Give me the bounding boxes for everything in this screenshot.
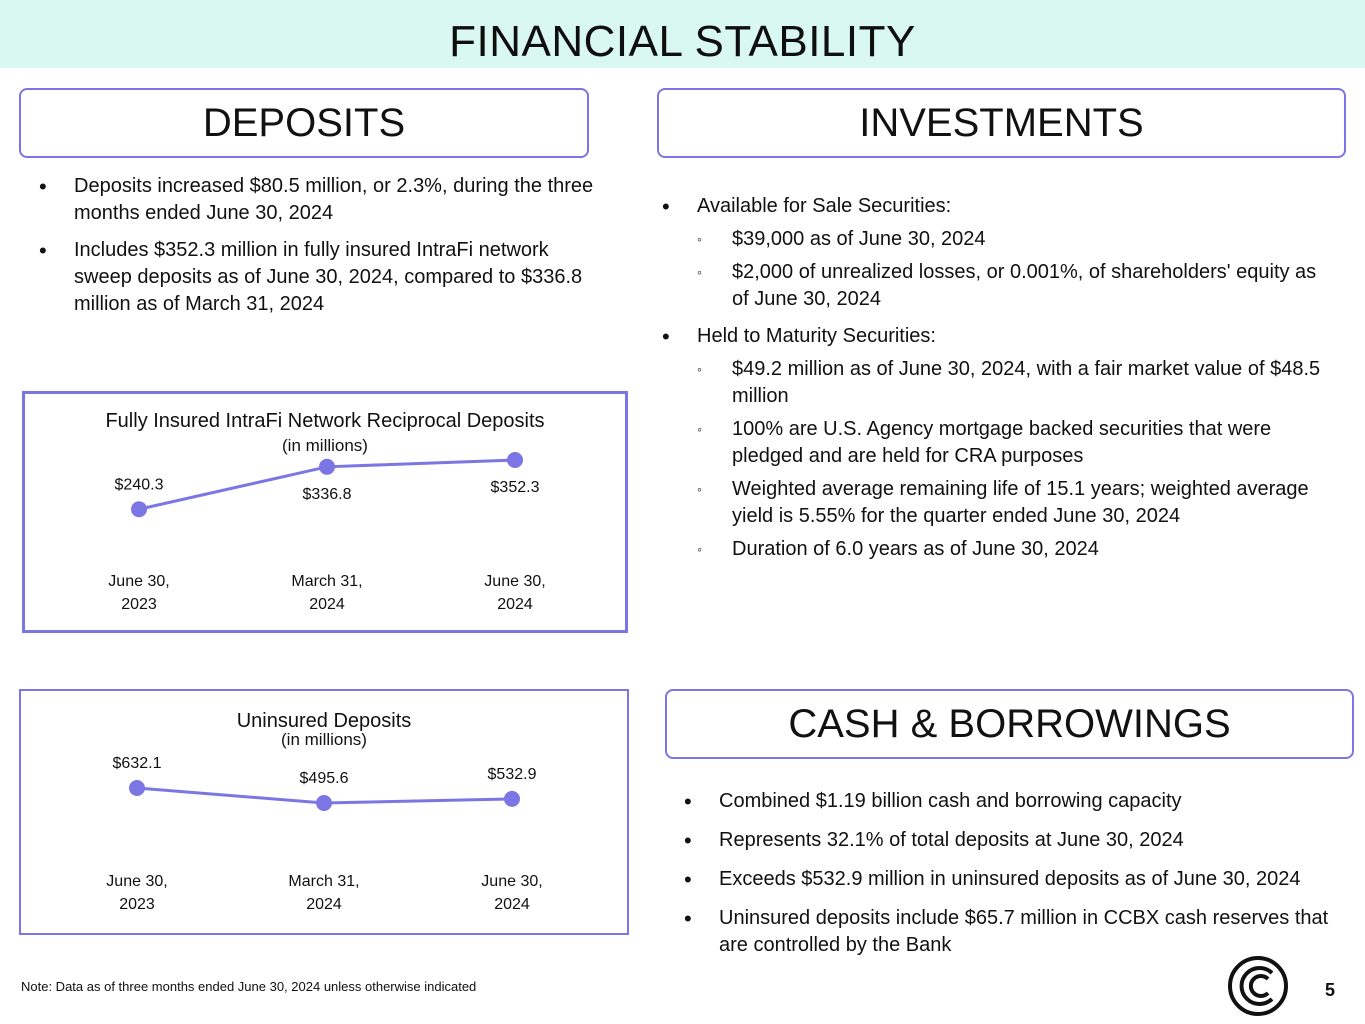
category-label: June 30, (481, 873, 543, 890)
footnote: Note: Data as of three months ended June 30, 2024 unless otherwise indicated (21, 979, 477, 994)
investments-heading: INVESTMENTS (859, 100, 1144, 145)
uninsured-chart-svg (21, 691, 627, 933)
deposits-heading: DEPOSITS (202, 100, 406, 145)
investments-subitem: ◦ 100% are U.S. Agency mortgage backed securities that were pledged and are held for CRA purposes (697, 416, 1322, 470)
investments-heading-box (657, 88, 1346, 158)
data-label: $352.3 (490, 478, 540, 496)
intrafi-chart-svg (25, 394, 625, 630)
cash-bullet: • Represents 32.1% of total deposits at June 30, 2024 (664, 827, 1344, 854)
category-label: 2024 (497, 596, 533, 613)
data-label: $532.9 (487, 765, 537, 783)
deposits-bullet: • Includes $352.3 million in fully insured IntraFi network sweep deposits as of June 30, 2024, compared to $336.8 million as of March 31, 2024 (19, 237, 599, 318)
data-label: $632.1 (112, 755, 162, 772)
category-label: 2024 (494, 896, 530, 913)
category-label: 2023 (121, 596, 157, 613)
data-point (316, 795, 332, 811)
category-label: March 31, (291, 573, 363, 590)
category-label: 2023 (119, 896, 155, 913)
cash-bullet: • Combined $1.19 billion cash and borrowing capacity (664, 788, 1344, 815)
page-title: FINANCIAL STABILITY (449, 17, 916, 66)
category-label: 2024 (309, 596, 345, 613)
data-label: $240.3 (114, 476, 164, 494)
category-label: March 31, (288, 873, 360, 890)
category-label: June 30, (108, 573, 170, 590)
cash-bullet: • Exceeds $532.9 million in uninsured deposits as of June 30, 2024 (664, 866, 1344, 893)
chart-subtitle: (in millions) (282, 436, 368, 455)
investments-subitem: ◦ $2,000 of unrealized losses, or 0.001%, of shareholders' equity as of June 30, 2024 (697, 259, 1322, 313)
deposits-bullet-list (19, 173, 599, 328)
investments-sublist (697, 356, 1322, 563)
data-point (131, 501, 147, 517)
cash-heading-box (665, 689, 1354, 759)
investments-subitem: ◦ $39,000 as of June 30, 2024 (697, 226, 1322, 253)
investments-subitem: ◦ Duration of 6.0 years as of June 30, 2024 (697, 536, 1322, 563)
data-label: $336.8 (302, 485, 352, 503)
data-point (507, 452, 523, 468)
investments-group-label: Available for Sale Securities: (697, 195, 952, 217)
uninsured-chart-panel (19, 689, 629, 935)
chart-subtitle: (in millions) (281, 730, 367, 749)
page-number: 5 (1325, 980, 1336, 1000)
investments-group-label: Held to Maturity Securities: (697, 325, 936, 347)
investments-group (642, 323, 1322, 563)
category-label: June 30, (106, 873, 168, 890)
title-band (0, 0, 1365, 68)
chart-title: Fully Insured IntraFi Network Reciprocal Deposits (105, 410, 545, 432)
deposits-heading-box (19, 88, 589, 158)
deposits-bullet: • Deposits increased $80.5 million, or 2.3%, during the three months ended June 30, 2024 (19, 173, 599, 227)
company-logo-icon (1226, 955, 1290, 1017)
category-label: June 30, (484, 573, 546, 590)
intrafi-chart-panel (22, 391, 628, 633)
cash-bullet-list (664, 788, 1344, 969)
investments-subitem: ◦ Weighted average remaining life of 15.1 years; weighted average yield is 5.55% for the quarter ended June 30, 2024 (697, 476, 1322, 530)
data-point (129, 780, 145, 796)
data-point (319, 459, 335, 475)
data-label: $495.6 (299, 770, 349, 787)
data-point (504, 791, 520, 807)
investments-group (642, 193, 1322, 313)
cash-bullet: • Uninsured deposits include $65.7 million in CCBX cash reserves that are controlled by the Bank (664, 905, 1344, 959)
investments-sublist (697, 226, 1322, 313)
cash-heading: CASH & BORROWINGS (788, 701, 1231, 746)
investments-subitem: ◦ $49.2 million as of June 30, 2024, with a fair market value of $48.5 million (697, 356, 1322, 410)
category-label: 2024 (306, 896, 342, 913)
chart-title: Uninsured Deposits (236, 710, 412, 732)
investments-list (642, 193, 1322, 573)
